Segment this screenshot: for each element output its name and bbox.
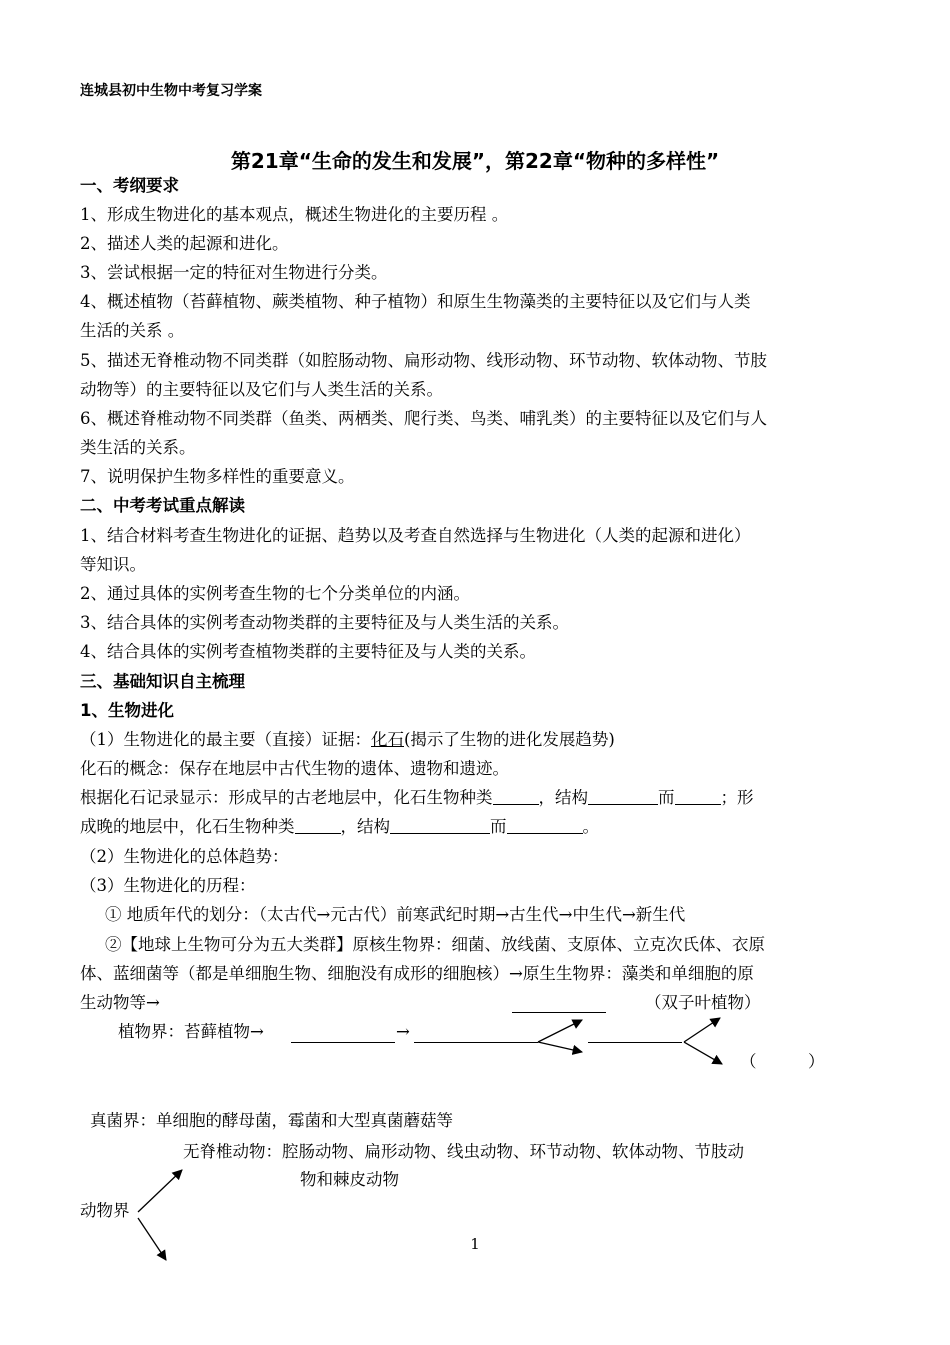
- kaogang-item: 7、说明保护生物多样性的重要意义。: [80, 467, 355, 486]
- dicot-label: （双子叶植物）: [645, 993, 761, 1012]
- kaogang-item: 5、描述无脊椎动物不同类群（如腔肠动物、扁形动物、线形动物、环节动物、软体动物、节肢: [80, 351, 767, 370]
- fossil-record-text: ，结构: [340, 817, 390, 836]
- branch-arrow-up: [684, 1018, 720, 1042]
- section-heading-zhongdian: 二、中考考试重点解读: [80, 496, 245, 515]
- paren-close: ）: [808, 1052, 825, 1071]
- kaogang-item: 4、概述植物（苔藓植物、蕨类植物、种子植物）和原生生物藻类的主要特征以及它们与人类: [80, 292, 751, 311]
- kaogang-item: 1、形成生物进化的基本观点，概述生物进化的主要历程 。: [80, 205, 509, 224]
- zhongdian-item: 等知识。: [80, 555, 146, 574]
- zhongdian-item: 4、结合具体的实例考查植物类群的主要特征及与人类的关系。: [80, 642, 536, 661]
- fungi-line: 真菌界：单细胞的酵母菌，霉菌和大型真菌蘑菇等: [90, 1111, 453, 1130]
- trend-line: （2）生物进化的总体趋势：: [80, 847, 289, 866]
- kaogang-item: 3、尝试根据一定的特征对生物进行分类。: [80, 263, 388, 282]
- section-heading-kaogang: 一、考纲要求: [80, 176, 179, 195]
- subsection-heading: 1、生物进化: [80, 701, 174, 720]
- plant-kingdom-label: 植物界：苔藓植物→: [118, 1022, 264, 1041]
- fossil-record-text: 。: [582, 817, 599, 836]
- evidence-answer: 化石: [371, 730, 404, 749]
- invertebrate-line: 物和棘皮动物: [300, 1170, 399, 1189]
- fossil-concept: 化石的概念：保存在地层中古代生物的遗体、遗物和遗迹。: [80, 759, 509, 778]
- invertebrate-line: 无脊椎动物：腔肠动物、扁形动物、线虫动物、环节动物、软体动物、节肢动: [183, 1142, 744, 1161]
- evidence-suffix: (揭示了生物的进化发展趋势): [404, 730, 615, 749]
- fossil-record-text: ，结构: [538, 788, 588, 807]
- section-heading-jichu: 三、基础知识自主梳理: [80, 672, 245, 691]
- branch-arrow-down: [538, 1042, 582, 1052]
- kingdoms-line: 体、蓝细菌等（都是单细胞生物、细胞没有成形的细胞核）→原生生物界：藻类和单细胞的原: [80, 964, 754, 983]
- zhongdian-item: 1、结合材料考查生物进化的证据、趋势以及考查自然选择与生物进化（人类的起源和进化）: [80, 526, 751, 545]
- kaogang-item: 生活的关系 。: [80, 321, 185, 340]
- branch-arrow-up: [138, 1170, 182, 1212]
- zhongdian-item: 3、结合具体的实例考查动物类群的主要特征及与人类生活的关系。: [80, 613, 569, 632]
- eras-line: ① 地质年代的划分：（太古代→元古代）前寒武纪时期→古生代→中生代→新生代: [105, 905, 686, 924]
- evidence-prefix: （1）生物进化的最主要（直接）证据：: [80, 730, 371, 749]
- page-number: 1: [470, 1235, 480, 1253]
- fossil-record-text: 而: [658, 788, 675, 807]
- kaogang-item: 6、概述脊椎动物不同类群（鱼类、两栖类、爬行类、鸟类、哺乳类）的主要特征以及它们与人: [80, 409, 767, 428]
- fossil-record-text: ；形: [720, 788, 754, 807]
- fossil-record-text: 根据化石记录显示：形成早的古老地层中，化石生物种类: [80, 788, 493, 807]
- kaogang-item: 2、描述人类的起源和进化。: [80, 234, 289, 253]
- kaogang-item: 动物等）的主要特征以及它们与人类生活的关系。: [80, 380, 443, 399]
- branch-arrow-up: [538, 1020, 582, 1042]
- page-title: 第21章“生命的发生和发展”，第22章“物种的多样性”: [230, 149, 720, 173]
- arrow-glyph: →: [396, 1022, 410, 1041]
- document-header: 连城县初中生物中考复习学案: [80, 83, 262, 99]
- fossil-record-text: 而: [490, 817, 507, 836]
- animal-kingdom-label: 动物界: [80, 1201, 130, 1220]
- kaogang-item: 类生活的关系。: [80, 438, 196, 457]
- kingdoms-line: 生动物等→: [80, 993, 160, 1012]
- history-line: （3）生物进化的历程：: [80, 876, 256, 895]
- kingdoms-line: ②【地球上生物可分为五大类群】原核生物界：细菌、放线菌、支原体、立克次氏体、衣原: [105, 935, 765, 954]
- branch-arrow-down: [684, 1042, 722, 1064]
- zhongdian-item: 2、通过具体的实例考查生物的七个分类单位的内涵。: [80, 584, 470, 603]
- paren-open: （: [740, 1052, 757, 1071]
- fossil-record-text: 成晚的地层中，化石生物种类: [80, 817, 295, 836]
